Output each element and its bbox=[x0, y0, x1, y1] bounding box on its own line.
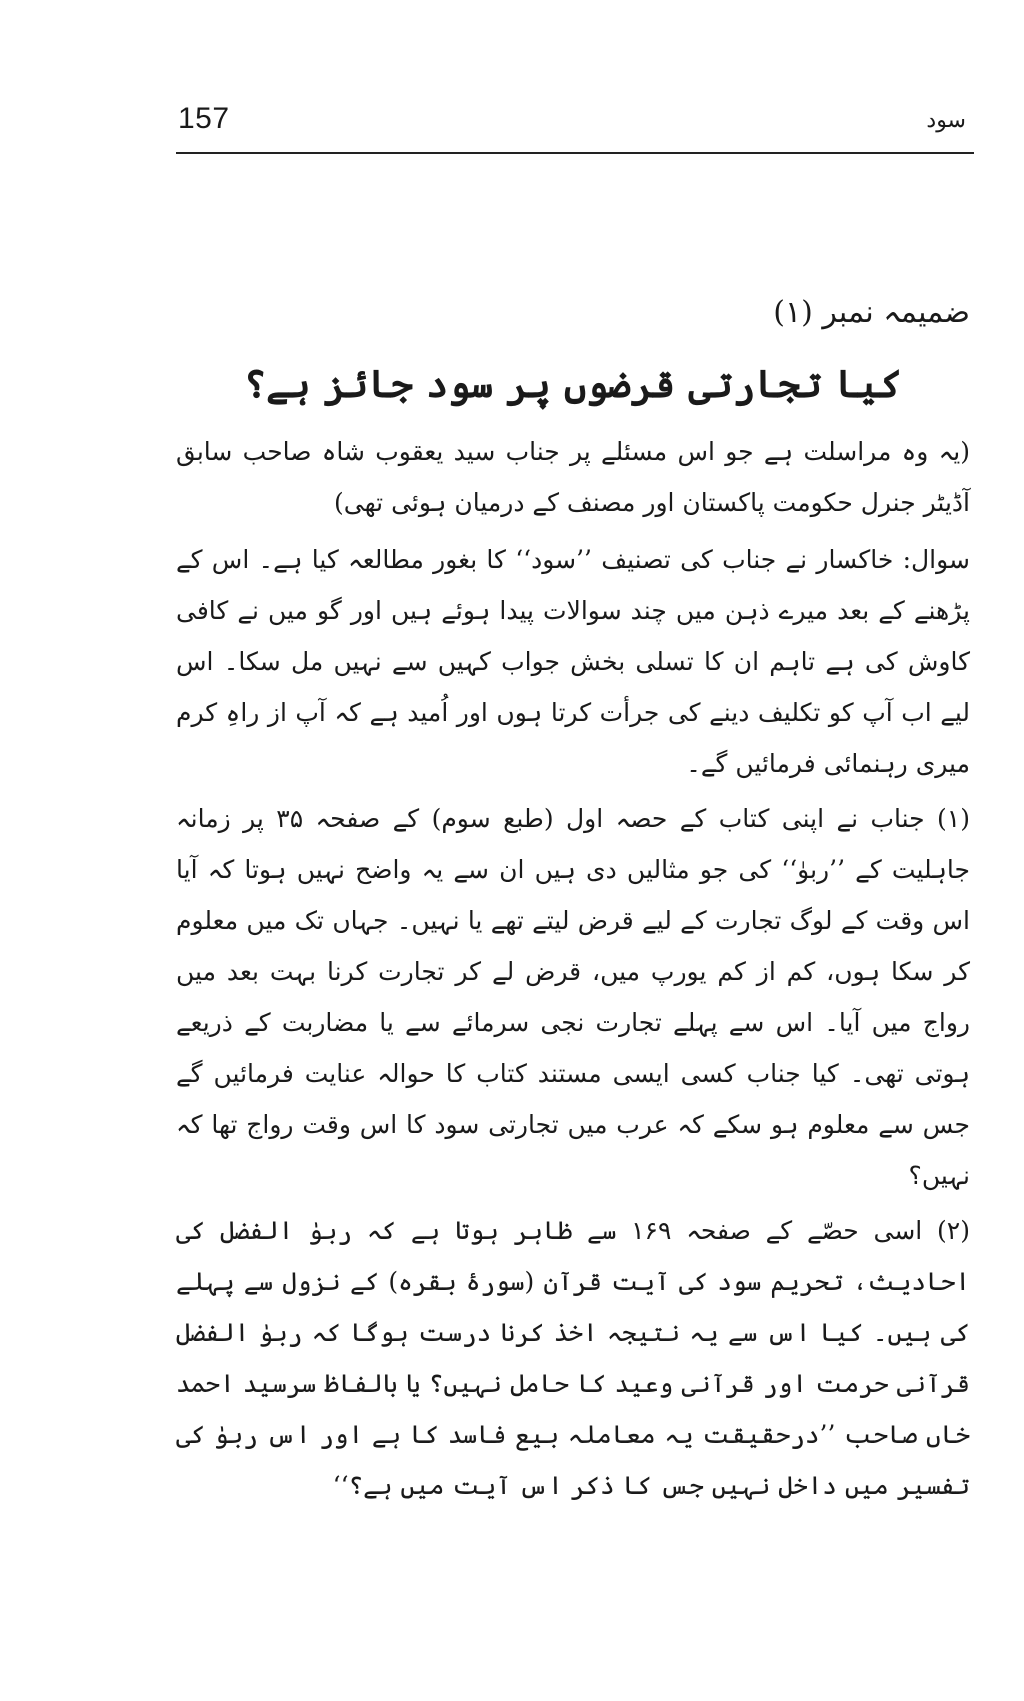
page-number: 157 bbox=[178, 102, 230, 135]
question-paragraph: سوال: خاکسار نے جناب کی تصنیف ’’سود‘‘ کا بغور مطالعہ کیا ہے۔ اس کے پڑھنے کے بعد میرے ذہن میں چند سوالات پیدا ہوئے ہیں اور گو میں نے کافی کاوش کی ہے تاہم ان کا تسلی بخش جواب کہیں سے نہیں مل سکا۔ اس لیے اب آپ کو تکلیف دینے کی جرأت کرتا ہوں اور اُمید ہے کہ آپ از راہِ کرم میری رہنمائی فرمائیں گے۔ bbox=[176, 545, 970, 778]
running-header: سود bbox=[926, 108, 966, 133]
point-two-paragraph: (۲) اسی حصّے کے صفحہ ۱۶۹ سے ظاہر ہوتا ہے کہ ربوٰ الفضل کی احادیث، تحریم سود کی آیت قرآن (سورۂ بقرہ) کے نزول سے پہلے کی ہیں۔ کیا اس سے یہ نتیجہ اخذ کرنا درست ہوگا کہ ربوٰ الفضل قرآنی حرمت اور قرآنی وعید کا حامل نہیں؟ یا بالفاظ سرسید احمد خاں صاحب ’’درحقیقت یہ معاملہ بیع فاسد کا ہے اور اس ربوٰ کی تفسیر میں داخل نہیں جس کا ذکر اس آیت میں ہے؟‘‘ bbox=[176, 1216, 970, 1500]
point-one-paragraph: (۱) جناب نے اپنی کتاب کے حصہ اول (طبع سوم) کے صفحہ ۳۵ پر زمانہ جاہلیت کے ’’ربوٰ‘‘ کی جو مثالیں دی ہیں ان سے یہ واضح نہیں ہوتا کہ آیا اس وقت کے لوگ تجارت کے لیے قرض لیتے تھے یا نہیں۔ جہاں تک میں معلوم کر سکا ہوں، کم از کم یورپ میں، قرض لے کر تجارت کرنا بہت بعد میں رواج میں آیا۔ اس سے پہلے تجارت نجی سرمائے سے یا مضاربت کے ذریعے ہوتی تھی۔ کیا جناب کسی ایسی مستند کتاب کا حوالہ عنایت فرمائیں گے جس سے معلوم ہو سکے کہ عرب میں تجارتی سود کا اس وقت رواج تھا کہ نہیں؟ bbox=[176, 804, 970, 1190]
header-rule bbox=[176, 152, 974, 154]
appendix-label: ضمیمہ نمبر (۱) bbox=[773, 295, 970, 330]
page-title: کیا تجارتی قرضوں پر سود جائز ہے؟ bbox=[243, 361, 903, 406]
page-body bbox=[176, 290, 970, 1515]
intro-note: (یہ وہ مراسلت ہے جو اس مسئلے پر جناب سید یعقوب شاہ صاحب سابق آڈیٹر جنرل حکومت پاکستان اور مصنف کے درمیان ہوئی تھی) bbox=[176, 437, 970, 517]
